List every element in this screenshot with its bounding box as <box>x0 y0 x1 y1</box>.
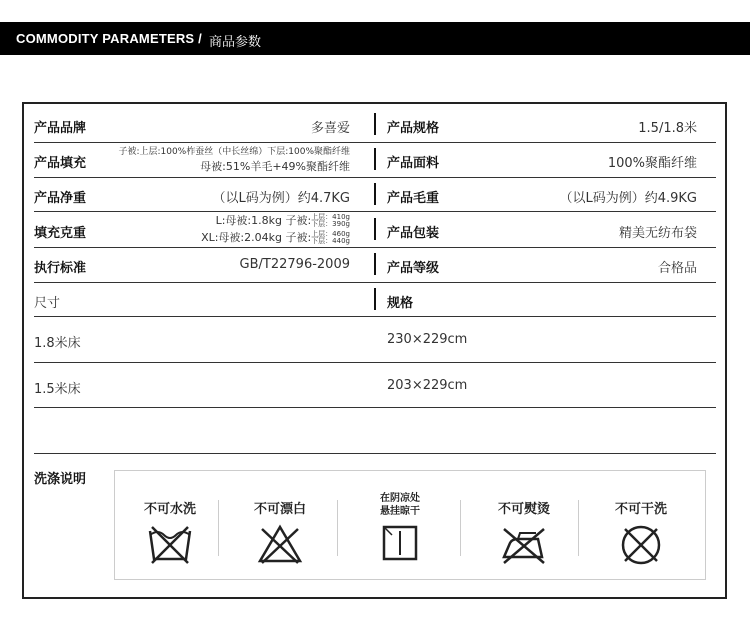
care-label-no-wash: 不可水洗 <box>143 502 196 517</box>
packaging-value: 精美无纺布袋 <box>618 226 697 241</box>
row-divider <box>34 142 716 143</box>
no-iron-icon <box>498 521 550 565</box>
row-divider <box>34 247 716 248</box>
fabric-label: 产品面料 <box>387 156 440 171</box>
header-title-en: COMMODITY PARAMETERS / <box>16 31 202 46</box>
care-separator <box>218 500 219 556</box>
fill-weight-line2-bottom: 下层：440g <box>311 237 350 245</box>
care-title: 洗涤说明 <box>34 472 87 487</box>
spec-value: 1.5/1.8米 <box>638 121 697 136</box>
filling-value-line1: 子被:上层:100%柞蚕丝（中长丝绵）下层:100%聚酯纤维 <box>118 147 350 157</box>
care-item-no-dry-clean <box>605 498 677 569</box>
size-row-1-dimension: 230×229cm <box>387 332 468 347</box>
care-separator <box>578 500 579 556</box>
row-divider <box>34 316 716 317</box>
fill-weight-line1-bottom: 下层：390g <box>311 220 350 228</box>
size-header: 尺寸 <box>34 296 61 311</box>
header-bar <box>0 22 750 55</box>
net-weight-value: （以L码为例）约4.7KG <box>212 191 350 206</box>
fill-weight-label: 填充克重 <box>34 226 87 241</box>
fill-weight-line1 <box>216 214 350 228</box>
row-divider <box>34 362 716 363</box>
care-item-no-iron <box>488 498 560 565</box>
no-wash-icon <box>144 521 196 565</box>
fill-weight-line1-top: 上层：410g <box>311 213 350 221</box>
column-separator <box>374 113 376 135</box>
row-divider <box>34 282 716 283</box>
column-separator <box>374 253 376 275</box>
filling-value-line2: 母被:51%羊毛+49%聚酯纤维 <box>200 160 350 173</box>
care-item-no-wash <box>134 498 206 565</box>
care-label-line-dry-2: 悬挂晾干 <box>380 506 420 517</box>
column-separator <box>374 148 376 170</box>
care-label-no-bleach: 不可漂白 <box>253 502 306 517</box>
fill-weight-line2-layers <box>311 231 350 245</box>
column-separator <box>374 183 376 205</box>
dimension-header: 规格 <box>387 296 414 311</box>
grade-value: 合格品 <box>657 261 697 276</box>
brand-label: 产品品牌 <box>34 121 87 136</box>
line-dry-shade-icon <box>374 521 426 565</box>
care-label-line-dry-1: 在阴凉处 <box>380 493 420 504</box>
care-separator <box>337 500 338 556</box>
gross-weight-label: 产品毛重 <box>387 191 440 206</box>
column-separator <box>374 288 376 310</box>
row-divider <box>34 453 716 454</box>
net-weight-label: 产品净重 <box>34 191 87 206</box>
fill-weight-line2-text: XL:母被:2.04kg 子被: <box>201 231 312 244</box>
grade-label: 产品等级 <box>387 261 440 276</box>
filling-label: 产品填充 <box>34 156 87 171</box>
row-divider <box>34 177 716 178</box>
spec-label: 产品规格 <box>387 121 440 136</box>
fill-weight-line1-layers <box>311 214 350 228</box>
care-label-no-iron: 不可熨烫 <box>497 502 550 517</box>
column-separator <box>374 218 376 240</box>
care-item-no-bleach <box>244 498 316 565</box>
fill-weight-line1-text: L:母被:1.8kg 子被: <box>215 214 312 227</box>
care-label-no-dry-clean: 不可干洗 <box>614 502 667 517</box>
care-separator <box>460 500 461 556</box>
no-dry-clean-icon <box>615 521 667 569</box>
row-divider <box>34 211 716 212</box>
fill-weight-line2-top: 上层：460g <box>311 230 350 238</box>
row-divider <box>34 407 716 408</box>
no-bleach-icon <box>254 521 306 565</box>
header-title-cn: 商品参数 <box>209 35 262 50</box>
size-row-2-bed: 1.5米床 <box>34 382 81 397</box>
standard-label: 执行标准 <box>34 261 87 276</box>
gross-weight-value: （以L码为例）约4.9KG <box>559 191 697 206</box>
fabric-value: 100%聚酯纤维 <box>607 156 697 171</box>
size-row-2-dimension: 203×229cm <box>387 378 468 393</box>
packaging-label: 产品包装 <box>387 226 440 241</box>
fill-weight-line2 <box>201 231 350 245</box>
brand-value: 多喜爱 <box>310 121 350 136</box>
standard-value: GB/T22796-2009 <box>239 257 350 272</box>
size-row-1-bed: 1.8米床 <box>34 336 81 351</box>
care-item-line-dry <box>364 492 436 565</box>
